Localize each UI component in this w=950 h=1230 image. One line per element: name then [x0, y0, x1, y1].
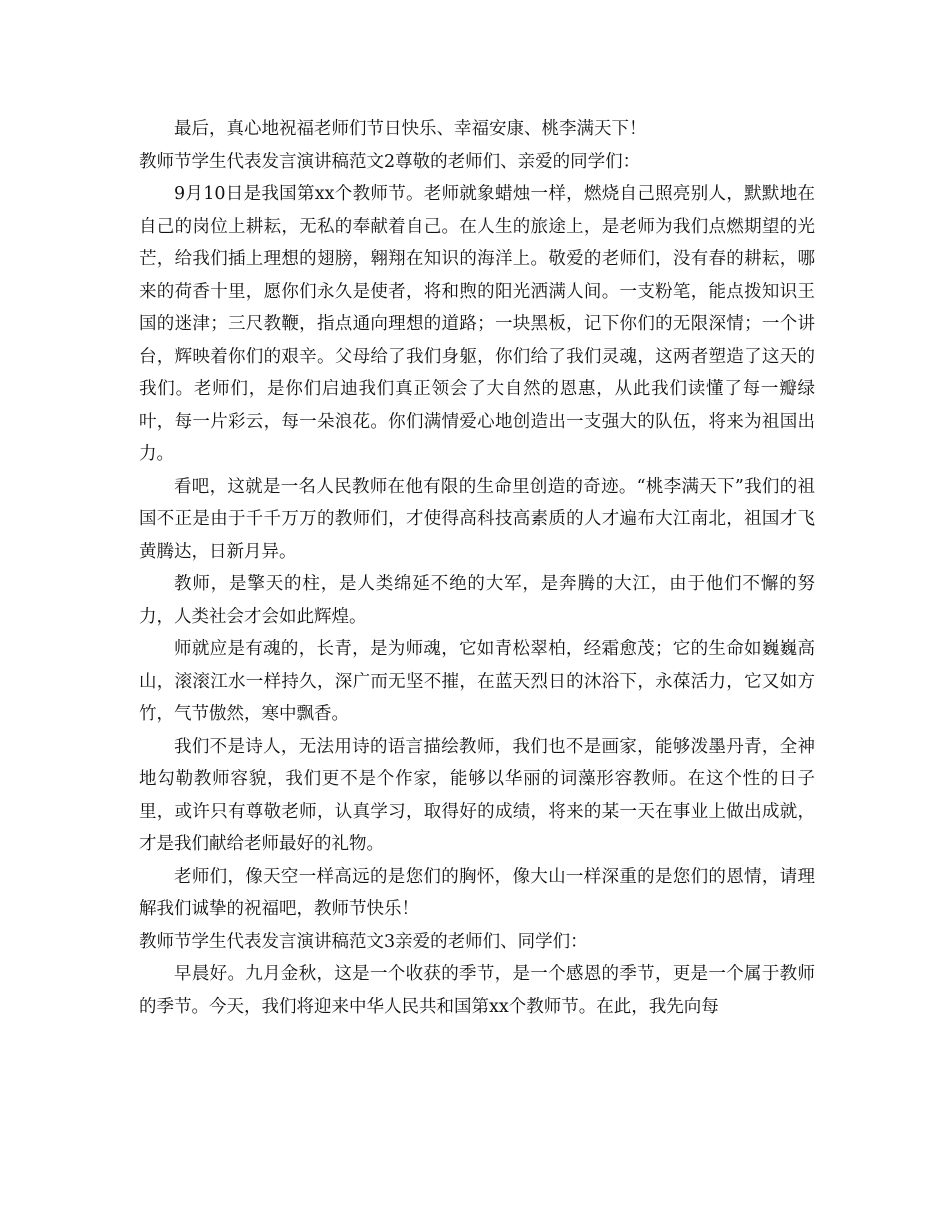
speech-2-paragraph-4: 师就应是有魂的，长青，是为师魂，它如青松翠柏，经霜愈茂；它的生命如巍巍高山，滚滚江水一样持久，深广而无坚不摧，在蓝天烈日的沐浴下，永葆活力，它又如方竹，气节傲然，寒中飘香。	[139, 639, 815, 724]
speech-3-heading: 教师节学生代表发言演讲稿范文3亲爱的老师们、同学们：	[139, 931, 588, 952]
speech-2-heading: 教师节学生代表发言演讲稿范文2尊敬的老师们、亲爱的同学们：	[139, 151, 641, 172]
speech-3-paragraph-1: 早晨好。九月金秋，这是一个收获的季节，是一个感恩的季节，更是一个属于教师的季节。今天，我们将迎来中华人民共和国第xx个教师节。在此，我先向每	[139, 964, 815, 1017]
speech-2-paragraph-2: 看吧，这就是一名人民教师在他有限的生命里创造的奇迹。“桃李满天下”我们的祖国不正是由于千千万万的教师们，才使得高科技高素质的人才遍布大江南北，祖国才飞黄腾达，日新月异。	[139, 476, 815, 562]
speech-2-paragraph-5: 我们不是诗人，无法用诗的语言描绘教师，我们也不是画家，能够泼墨丹青，全神地勾勒教师容貌，我们更不是个作家，能够以华丽的词藻形容教师。在这个性的日子里，或许只有尊敬老师，认真学习，取得好的成绩，将来的某一天在事业上做出成就，才是我们献给老师最好的礼物。	[139, 736, 815, 854]
speech-2-paragraph-3: 教师，是擎天的柱，是人类绵延不绝的大军，是奔腾的大江，由于他们不懈的努力，人类社会才会如此辉煌。	[139, 574, 815, 627]
document-body	[139, 113, 815, 1023]
speech-2-paragraph-1: 9月10日是我国第xx个教师节。老师就象蜡烛一样，燃烧自己照亮别人，默默地在自己的岗位上耕耘，无私的奉献着自己。在人生的旅途上，是老师为我们点燃期望的光芒，给我们插上理想的翅膀，翱翔在知识的海洋上。敬爱的老师们，没有春的耕耘，哪来的荷香十里，愿你们永久是使者，将和煦的阳光洒满人间。一支粉笔，能点拨知识王国的迷津；三尺教鞭，指点通向理想的道路；一块黑板，记下你们的无限深情；一个讲台，辉映着你们的艰辛。父母给了我们身躯，你们给了我们灵魂，这两者塑造了这天的我们。老师们，是你们启迪我们真正领会了大自然的恩惠，从此我们读懂了每一瓣绿叶，每一片彩云，每一朵浪花。你们满情爱心地创造出一支强大的队伍，将来为祖国出力。	[139, 184, 815, 464]
closing-paragraph: 最后，真心地祝福老师们节日快乐、幸福安康、桃李满天下！	[174, 119, 647, 139]
speech-2-paragraph-6: 老师们，像天空一样高远的是您们的胸怀，像大山一样深重的是您们的恩情，请理解我们诚挚的祝福吧，教师节快乐！	[139, 866, 815, 919]
